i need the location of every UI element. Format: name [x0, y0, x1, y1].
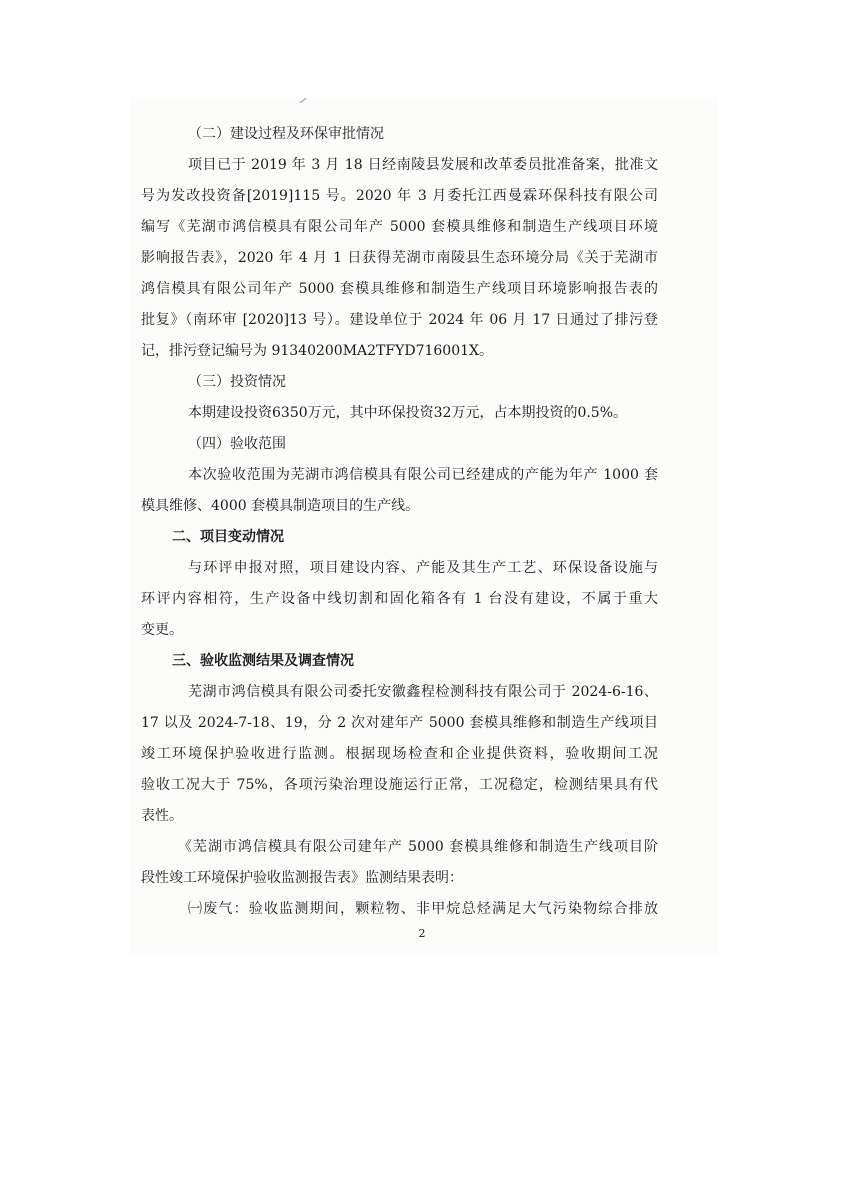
- paragraph-line: 与环评申报对照，项目建设内容、产能及其生产工艺、环保设备设施与: [188, 560, 658, 576]
- paragraph-line: 记，排污登记编号为 91340200MA2TFYD716001X。: [141, 343, 493, 359]
- paragraph-line: 段性竣工环境保护验收监测报告表》监测结果表明：: [141, 870, 463, 886]
- paragraph-line: 17 以及 2024-7-18、19，分 2 次对建年产 5000 套模具维修和制造生产线项目: [141, 715, 658, 731]
- paragraph-line: 号为发改投资备[2019]115 号。2020 年 3 月委托江西曼霖环保科技有限公司: [141, 188, 658, 204]
- paragraph-line: 变更。: [141, 622, 183, 638]
- paragraph-line: 项目已于 2019 年 3 月 18 日经南陵县发展和改革委员批准备案，批准文: [188, 157, 658, 173]
- heading-monitoring-results: 三、验收监测结果及调查情况: [172, 653, 354, 669]
- paragraph-line: 验收工况大于 75%，各项污染治理设施运行正常，工况稳定，检测结果具有代: [141, 777, 658, 793]
- heading-investment: （三）投资情况: [188, 374, 286, 390]
- paragraph-line: 模具维修、4000 套模具制造项目的生产线。: [141, 498, 420, 514]
- page-number: 2: [418, 927, 426, 940]
- paragraph-line: 《芜湖市鸿信模具有限公司建年产 5000 套模具维修和制造生产线项目阶: [178, 839, 658, 855]
- paragraph-line: 编写《芜湖市鸿信模具有限公司年产 5000 套模具维修和制造生产线项目环境: [141, 219, 658, 235]
- paragraph-line: 影响报告表》，2020 年 4 月 1 日获得芜湖市南陵县生态环境分局《关于芜湖市: [141, 250, 658, 266]
- paragraph-line: 竣工环境保护验收进行监测。根据现场检查和企业提供资料，验收期间工况: [141, 746, 658, 762]
- paragraph-line: ㈠废气：验收监测期间，颗粒物、非甲烷总烃满足大气污染物综合排放: [188, 901, 658, 917]
- paragraph-line: 环评内容相符，生产设备中线切割和固化箱各有 1 台没有建设，不属于重大: [141, 591, 658, 607]
- paragraph-line: 批复》（南环审 [2020]13 号）。建设单位于 2024 年 06 月 17 日通过了排污登: [141, 312, 658, 328]
- heading-construction-approval: （二）建设过程及环保审批情况: [188, 126, 384, 142]
- paragraph-line: 表性。: [141, 808, 183, 824]
- paragraph-line: 鸿信模具有限公司年产 5000 套模具维修和制造生产线项目环境影响报告表的: [141, 281, 658, 297]
- paragraph-line: 本次验收范围为芜湖市鸿信模具有限公司已经建成的产能为年产 1000 套: [188, 467, 658, 483]
- heading-acceptance-scope: （四）验收范围: [188, 436, 286, 452]
- heading-project-changes: 二、项目变动情况: [172, 529, 284, 545]
- paragraph-line: 本期建设投资6350万元，其中环保投资32万元，占本期投资的0.5%。: [188, 405, 628, 421]
- paragraph-line: 芜湖市鸿信模具有限公司委托安徽鑫程检测科技有限公司于 2024-6-16、: [188, 684, 658, 700]
